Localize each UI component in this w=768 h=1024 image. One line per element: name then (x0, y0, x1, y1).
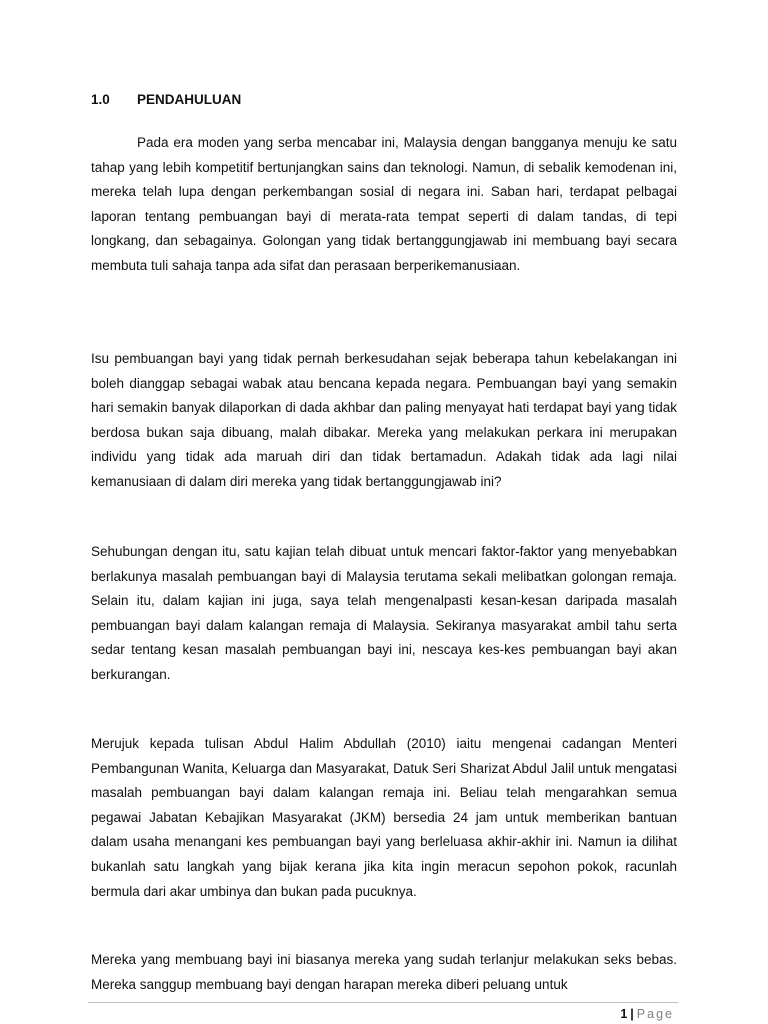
paragraph-4: Merujuk kepada tulisan Abdul Halim Abdullah (2010) iaitu mengenai cadangan Menteri Pembangunan Wanita, Keluarga dan Masyarakat, Datuk Seri Sharizat Abdul Jalil untuk mengatasi masalah pembuangan bayi dalam kalangan remaja ini. Beliau telah mengarahkan semua pegawai Jabatan Kebajikan Masyarakat (JKM) bersedia 24 jam untuk memberikan bantuan dalam usaha menangani kes pembuangan bayi yang berleluasa akhir-akhir ini. Namun ia dilihat bukanlah satu langkah yang bijak kerana jika kita ingin meracun sepohon pokok, racunlah bermula dari akar umbinya dan bukan pada pucuknya. (91, 736, 677, 899)
page-separator: | (630, 1007, 634, 1021)
paragraph-2: Isu pembuangan bayi yang tidak pernah berkesudahan sejak beberapa tahun kebelakangan ini boleh dianggap sebagai wabak atau bencana kepada negara. Pembuangan bayi yang semakin hari semakin banyak dilaporkan di dada akhbar dan paling menyayat hati terdapat bayi yang tidak berdosa bukan saja dibuang, malah dibakar. Mereka yang melakukan perkara ini merupakan individu yang tidak ada maruah diri dan tidak bertamadun. Adakah tidak ada lagi nilai kemanusiaan di dalam diri mereka yang tidak bertanggungjawab ini? (91, 351, 677, 489)
paragraph-1: Pada era moden yang serba mencabar ini, Malaysia dengan bangganya menuju ke satu tahap yang lebih kompetitif bertunjangkan sains dan teknologi. Namun, di sebalik kemodenan ini, mereka telah lupa dengan perkembangan sosial di negara ini. Saban hari, terdapat pelbagai laporan tentang pembuangan bayi di merata-rata tempat seperti di dalam tandas, di tepi longkang, dan sebagainya. Golongan yang tidak bertanggungjawab ini membuang bayi secara membuta tuli sahaja tanpa ada sifat dan perasaan berperikemanusiaan. (91, 135, 677, 273)
page-footer (620, 1006, 674, 1022)
footer-divider (88, 1002, 678, 1003)
paragraph-3: Sehubungan dengan itu, satu kajian telah dibuat untuk mencari faktor-faktor yang menyebabkan berlakunya masalah pembuangan bayi di Malaysia terutama sekali melibatkan golongan remaja. Selain itu, dalam kajian ini juga, saya telah mengenalpasti kesan-kesan daripada masalah pembuangan bayi dalam kalangan remaja di Malaysia. Sekiranya masyarakat ambil tahu serta sedar tentang kesan masalah pembuangan bayi ini, nescaya kes-kes pembuangan bayi akan berkurangan. (91, 544, 677, 682)
section-heading (91, 91, 241, 109)
section-title: PENDAHULUAN (137, 92, 242, 107)
page-number: 1 (620, 1007, 628, 1021)
paragraph-5: Mereka yang membuang bayi ini biasanya mereka yang sudah terlanjur melakukan seks bebas. Mereka sanggup membuang bayi dengan harapan mereka diberi peluang untuk (91, 952, 677, 992)
page-label: Page (636, 1007, 674, 1021)
section-number: 1.0 (91, 92, 110, 107)
